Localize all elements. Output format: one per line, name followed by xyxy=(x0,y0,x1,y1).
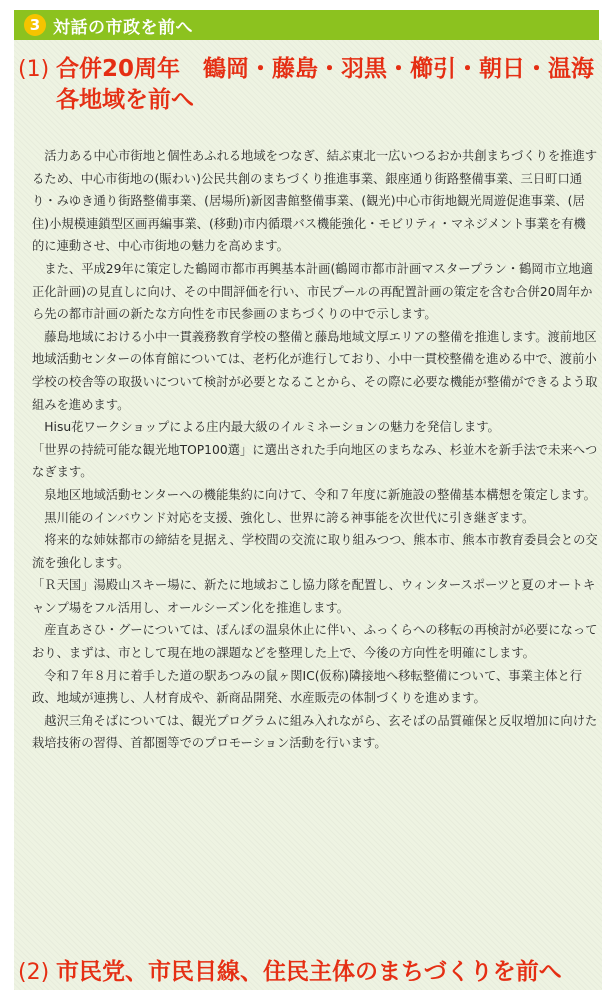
paragraph: 「世界の持続可能な観光地TOP100選」に選出された手向地区のまちなみ、杉並木を新手法で未来へつなぎます。 xyxy=(32,442,598,480)
paragraph: また、平成29年に策定した鶴岡市都市再興基本計画(鶴岡市都市計画マスタープラン・鶴岡市立地適正化計画)の見直しに向け、その中間評価を行い、市民プールの再配置計画の策定を含む合併20周年から先の都市計画の新たな方向性を市民参画のまちづくりの中で示します。 xyxy=(32,261,593,322)
section-number-badge: 3 xyxy=(24,14,46,36)
paragraph: 活力ある中心市街地と個性あふれる地域をつなぎ、結ぶ東北一広いつるおか共創まちづくりを推進するため、中心市街地の(賑わい)公民共創のまちづくり推進事業、銀座通り街路整備事業、三日町口通り・みゆき通り街路整備事業、(居場所)新図書館整備事業、(観光)中心市街地観光周遊促進事業、(居住)小規模連鎖型区画再編事業、(移動)市内循環バス機能強化・モビリティ・マネジメント事業を有機的に連動させ、中心市街地の魅力を高めます。 xyxy=(32,149,598,254)
subsection-2-number: (2) xyxy=(18,960,50,985)
section-banner-title: 対話の市政を前へ xyxy=(53,17,193,38)
paragraph: 産直あさひ・グーについては、ぽんぽの温泉休止に伴い、ふっくらへの移転の再検討が必要になっており、まずは、市として現在地の課題などを整理した上で、今後の方向性を明確にします。 xyxy=(32,623,598,661)
paragraph: 「Ｒ天国」湯殿山スキー場に、新たに地域おこし協力隊を配置し、ウィンタースポーツと夏のオートキャンプ場をフル活用し、オールシーズン化を推進します。 xyxy=(32,578,596,615)
paragraph: 越沢三角そばについては、観光プログラムに組み入れながら、玄そばの品質確保と反収増加に向けた栽培技術の習得、首都圏等でのプロモーション活動を行います。 xyxy=(32,713,598,751)
paragraph: 藤島地域における小中一貫義務教育学校の整備と藤島地域文厚エリアの整備を推進します。渡前地区地域活動センターの体育館については、老朽化が進行しており、小中一貫校整備を進める中で、渡前小学校の校舎等の取扱いについて検討が必要となることから、その際に必要な機能が整備ができるよう取組みを進めます。 xyxy=(32,329,598,412)
subsection-1-title-line1: 合併20周年 鶴岡・藤島・羽黒・櫛引・朝日・温海 xyxy=(56,56,595,82)
subsection-1-heading xyxy=(18,54,594,115)
subsection-2-heading xyxy=(18,957,562,988)
subsection-2-title: 市民党、市民目線、住民主体のまちづくりを前へ xyxy=(56,959,562,985)
paragraph: 泉地区地域活動センターへの機能集約に向けて、令和７年度に新施設の整備基本構想を策定します。 xyxy=(44,487,596,502)
paragraph: Hisu花ワークショップによる庄内最大級のイルミネーションの魅力を発信します。 xyxy=(44,420,500,435)
body-text xyxy=(32,145,598,755)
subsection-1-number: (1) xyxy=(18,57,50,82)
paragraph: 黒川能のインバウンド対応を支援、強化し、世界に誇る神事能を次世代に引き継ぎます。 xyxy=(44,510,535,525)
subsection-1-title-line2: 各地域を前へ xyxy=(56,87,194,113)
paragraph: 令和７年８月に着手した道の駅あつみの鼠ヶ関IC(仮称)隣接地へ移転整備について、事業主体と行政、地域が連携し、人材育成や、新商品開発、水産販売の体制づくりを進めます。 xyxy=(32,668,583,706)
section-banner xyxy=(14,10,599,40)
paragraph: 将来的な姉妹都市の締結を見据え、学校間の交流に取り組みつつ、熊本市、熊本市教育委員会との交流を強化します。 xyxy=(32,533,598,570)
